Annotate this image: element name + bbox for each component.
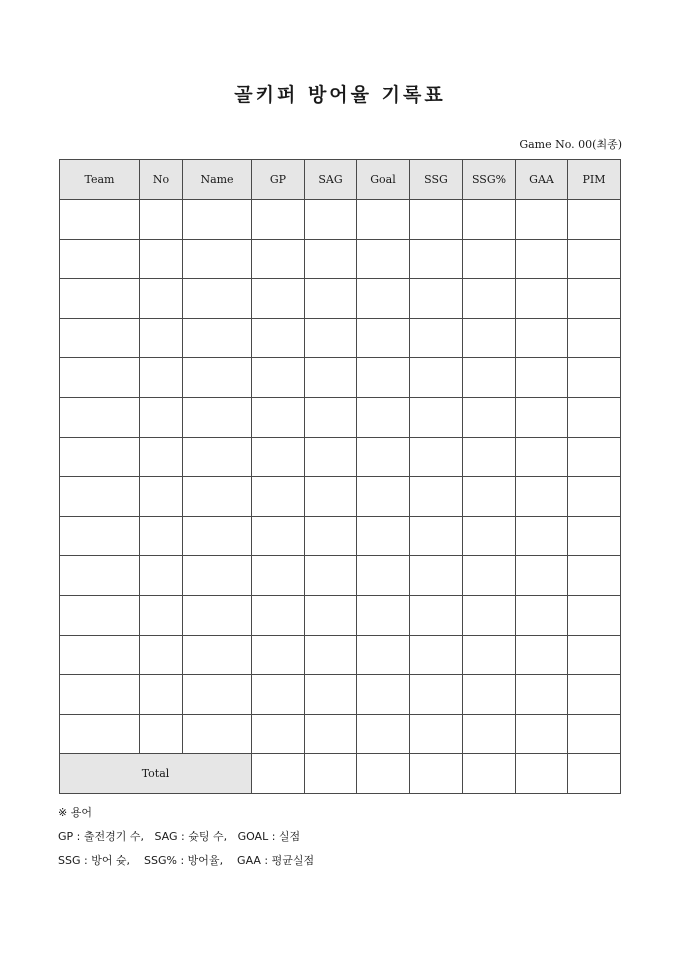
cell-goal[interactable] (357, 714, 410, 754)
cell-ssg[interactable] (410, 714, 463, 754)
cell-gp[interactable] (252, 358, 305, 398)
total-label: Total (60, 754, 252, 794)
cell-name[interactable] (183, 358, 252, 398)
cell-ssg-percent[interactable] (463, 516, 516, 556)
cell-gaa[interactable] (516, 595, 568, 635)
cell-team[interactable] (60, 437, 140, 477)
cell-pim[interactable] (568, 279, 621, 319)
cell-team[interactable] (60, 397, 140, 437)
cell-no[interactable] (140, 516, 183, 556)
cell-goal[interactable] (357, 279, 410, 319)
cell-gaa[interactable] (516, 279, 568, 319)
cell-sag[interactable] (305, 358, 357, 398)
cell-team[interactable] (60, 239, 140, 279)
cell-sag[interactable] (305, 477, 357, 517)
cell-goal[interactable] (357, 318, 410, 358)
table-row (60, 516, 621, 556)
table-row (60, 595, 621, 635)
total-cell-gp[interactable] (252, 754, 305, 794)
cell-ssg[interactable] (410, 675, 463, 715)
cell-goal[interactable] (357, 516, 410, 556)
cell-gaa[interactable] (516, 675, 568, 715)
cell-ssg-percent[interactable] (463, 556, 516, 596)
cell-ssg[interactable] (410, 318, 463, 358)
cell-ssg-percent[interactable] (463, 635, 516, 675)
cell-no[interactable] (140, 437, 183, 477)
cell-gaa[interactable] (516, 318, 568, 358)
cell-pim[interactable] (568, 358, 621, 398)
goalkeeper-record-table (59, 159, 621, 794)
cell-gp[interactable] (252, 635, 305, 675)
cell-ssg-percent[interactable] (463, 437, 516, 477)
cell-ssg[interactable] (410, 556, 463, 596)
cell-name[interactable] (183, 714, 252, 754)
cell-gp[interactable] (252, 437, 305, 477)
cell-team[interactable] (60, 556, 140, 596)
cell-sag[interactable] (305, 714, 357, 754)
cell-goal[interactable] (357, 358, 410, 398)
cell-ssg-percent[interactable] (463, 318, 516, 358)
cell-ssg[interactable] (410, 437, 463, 477)
cell-team[interactable] (60, 279, 140, 319)
total-cell-sag[interactable] (305, 754, 357, 794)
cell-gp[interactable] (252, 279, 305, 319)
cell-gaa[interactable] (516, 714, 568, 754)
cell-sag[interactable] (305, 437, 357, 477)
total-cell-ssg[interactable] (410, 754, 463, 794)
cell-name[interactable] (183, 516, 252, 556)
cell-no[interactable] (140, 595, 183, 635)
cell-team[interactable] (60, 635, 140, 675)
table-row (60, 397, 621, 437)
cell-gp[interactable] (252, 477, 305, 517)
header-team: Team (60, 160, 140, 200)
cell-name[interactable] (183, 477, 252, 517)
table-row (60, 239, 621, 279)
cell-team[interactable] (60, 595, 140, 635)
total-cell-goal[interactable] (357, 754, 410, 794)
cell-gaa[interactable] (516, 397, 568, 437)
cell-pim[interactable] (568, 595, 621, 635)
cell-sag[interactable] (305, 318, 357, 358)
cell-name[interactable] (183, 397, 252, 437)
header-row (60, 160, 621, 200)
cell-ssg[interactable] (410, 358, 463, 398)
cell-sag[interactable] (305, 675, 357, 715)
cell-ssg-percent[interactable] (463, 239, 516, 279)
cell-no[interactable] (140, 239, 183, 279)
cell-gaa[interactable] (516, 358, 568, 398)
cell-sag[interactable] (305, 635, 357, 675)
cell-gaa[interactable] (516, 635, 568, 675)
cell-ssg-percent[interactable] (463, 714, 516, 754)
total-cell-gaa[interactable] (516, 754, 568, 794)
cell-pim[interactable] (568, 516, 621, 556)
cell-goal[interactable] (357, 200, 410, 240)
cell-gaa[interactable] (516, 239, 568, 279)
cell-gp[interactable] (252, 516, 305, 556)
cell-name[interactable] (183, 556, 252, 596)
header-pim: PIM (568, 160, 621, 200)
cell-name[interactable] (183, 200, 252, 240)
header-sag: SAG (305, 160, 357, 200)
glossary-heading: ※ 용어 (58, 806, 92, 819)
glossary-line-1: GP : 출전경기 수, SAG : 슛팅 수, GOAL : 실점 (58, 830, 301, 843)
cell-gaa[interactable] (516, 556, 568, 596)
cell-gaa[interactable] (516, 200, 568, 240)
cell-gp[interactable] (252, 200, 305, 240)
cell-sag[interactable] (305, 595, 357, 635)
table-row (60, 714, 621, 754)
cell-ssg[interactable] (410, 239, 463, 279)
cell-pim[interactable] (568, 318, 621, 358)
cell-name[interactable] (183, 239, 252, 279)
cell-gp[interactable] (252, 595, 305, 635)
table-row (60, 358, 621, 398)
table-row (60, 556, 621, 596)
header-gp: GP (252, 160, 305, 200)
cell-gp[interactable] (252, 675, 305, 715)
cell-pim[interactable] (568, 556, 621, 596)
page-title: 골키퍼 방어율 기록표 (234, 84, 446, 106)
cell-gp[interactable] (252, 318, 305, 358)
cell-ssg-percent[interactable] (463, 200, 516, 240)
table-row (60, 675, 621, 715)
cell-no[interactable] (140, 675, 183, 715)
cell-ssg[interactable] (410, 477, 463, 517)
table-row (60, 477, 621, 517)
cell-no[interactable] (140, 556, 183, 596)
cell-goal[interactable] (357, 595, 410, 635)
cell-no[interactable] (140, 279, 183, 319)
cell-no[interactable] (140, 200, 183, 240)
cell-team[interactable] (60, 318, 140, 358)
cell-name[interactable] (183, 675, 252, 715)
cell-pim[interactable] (568, 437, 621, 477)
cell-gp[interactable] (252, 556, 305, 596)
table-row (60, 279, 621, 319)
header-goal: Goal (357, 160, 410, 200)
cell-ssg-percent[interactable] (463, 477, 516, 517)
cell-ssg[interactable] (410, 279, 463, 319)
cell-pim[interactable] (568, 714, 621, 754)
cell-pim[interactable] (568, 397, 621, 437)
glossary-line-2: SSG : 방어 슛, SSG% : 방어율, GAA : 평균실점 (58, 854, 315, 867)
cell-pim[interactable] (568, 200, 621, 240)
cell-sag[interactable] (305, 239, 357, 279)
cell-gaa[interactable] (516, 477, 568, 517)
cell-gaa[interactable] (516, 516, 568, 556)
cell-no[interactable] (140, 318, 183, 358)
cell-team[interactable] (60, 477, 140, 517)
cell-ssg[interactable] (410, 516, 463, 556)
game-number: Game No. 00(최종) (519, 138, 622, 151)
header-ssg-percent: SSG% (463, 160, 516, 200)
cell-gp[interactable] (252, 239, 305, 279)
total-cell-ssg-percent[interactable] (463, 754, 516, 794)
table-row (60, 635, 621, 675)
cell-goal[interactable] (357, 239, 410, 279)
table-row (60, 437, 621, 477)
cell-goal[interactable] (357, 437, 410, 477)
cell-goal[interactable] (357, 397, 410, 437)
cell-goal[interactable] (357, 556, 410, 596)
cell-goal[interactable] (357, 477, 410, 517)
cell-ssg[interactable] (410, 397, 463, 437)
cell-ssg-percent[interactable] (463, 279, 516, 319)
cell-goal[interactable] (357, 635, 410, 675)
cell-sag[interactable] (305, 397, 357, 437)
cell-pim[interactable] (568, 635, 621, 675)
cell-name[interactable] (183, 279, 252, 319)
cell-pim[interactable] (568, 239, 621, 279)
cell-no[interactable] (140, 714, 183, 754)
total-cell-pim[interactable] (568, 754, 621, 794)
cell-name[interactable] (183, 437, 252, 477)
cell-ssg[interactable] (410, 200, 463, 240)
cell-gaa[interactable] (516, 437, 568, 477)
cell-team[interactable] (60, 200, 140, 240)
cell-ssg-percent[interactable] (463, 358, 516, 398)
cell-sag[interactable] (305, 200, 357, 240)
cell-team[interactable] (60, 675, 140, 715)
cell-name[interactable] (183, 635, 252, 675)
header-gaa: GAA (516, 160, 568, 200)
cell-sag[interactable] (305, 556, 357, 596)
cell-team[interactable] (60, 516, 140, 556)
cell-ssg[interactable] (410, 595, 463, 635)
cell-gp[interactable] (252, 714, 305, 754)
cell-sag[interactable] (305, 279, 357, 319)
cell-ssg[interactable] (410, 635, 463, 675)
cell-team[interactable] (60, 714, 140, 754)
cell-no[interactable] (140, 477, 183, 517)
cell-goal[interactable] (357, 675, 410, 715)
cell-no[interactable] (140, 397, 183, 437)
cell-name[interactable] (183, 318, 252, 358)
header-no: No (140, 160, 183, 200)
header-name: Name (183, 160, 252, 200)
cell-name[interactable] (183, 595, 252, 635)
cell-pim[interactable] (568, 675, 621, 715)
cell-gp[interactable] (252, 397, 305, 437)
cell-no[interactable] (140, 358, 183, 398)
cell-pim[interactable] (568, 477, 621, 517)
cell-ssg-percent[interactable] (463, 675, 516, 715)
cell-ssg-percent[interactable] (463, 397, 516, 437)
cell-ssg-percent[interactable] (463, 595, 516, 635)
table-row (60, 318, 621, 358)
glossary (58, 801, 314, 873)
cell-team[interactable] (60, 358, 140, 398)
cell-no[interactable] (140, 635, 183, 675)
total-row (60, 754, 621, 794)
header-ssg: SSG (410, 160, 463, 200)
cell-sag[interactable] (305, 516, 357, 556)
table-row (60, 200, 621, 240)
